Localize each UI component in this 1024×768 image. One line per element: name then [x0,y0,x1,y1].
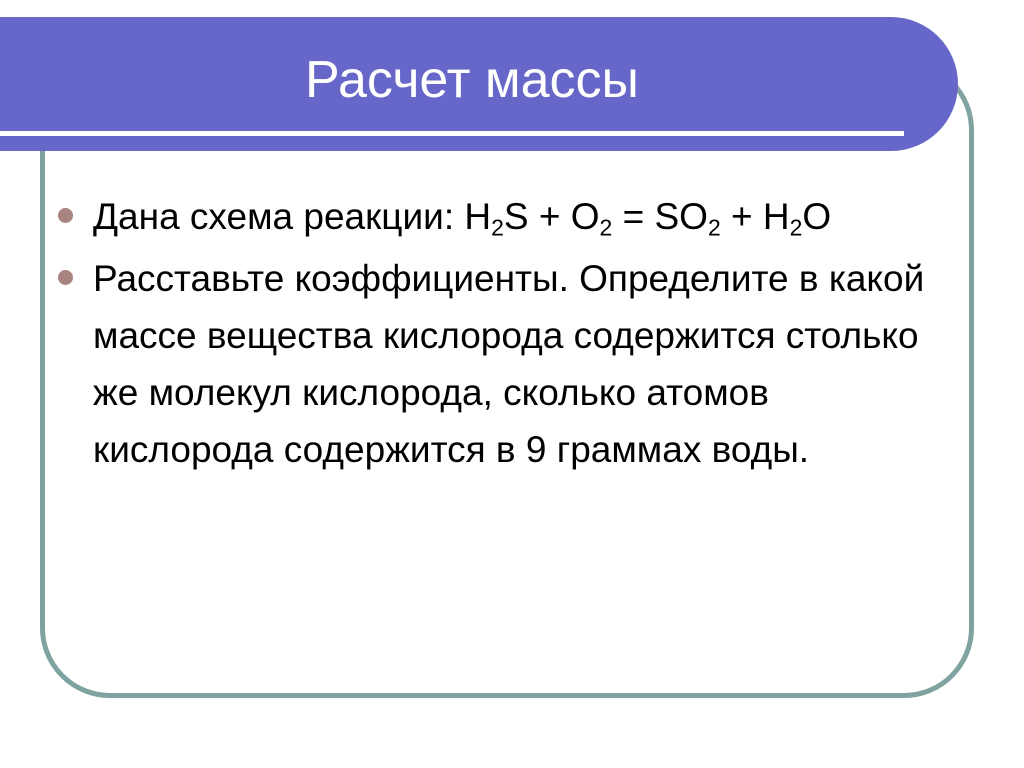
subscript: 2 [789,214,803,241]
slide-title: Расчет массы [305,51,639,109]
equation-part: O [802,196,832,237]
bullet-dot-icon [58,270,73,285]
subscript: 2 [599,214,613,241]
bullet-reaction-scheme [56,188,956,245]
subscript: 2 [491,214,504,241]
task-text: Расставьте коэффициенты. Определите в какой массе вещества кислорода содержится столько же молекул кислорода, сколько атомов кислорода содержится в 9 граммах воды. [93,258,925,470]
equation-part: S + O [503,196,600,237]
bullet-dot-icon [58,208,73,223]
equation-part: + H [720,196,790,237]
equation-part: H [464,196,492,237]
subscript: 2 [707,214,721,241]
bullet-list [56,188,956,483]
title-underline [0,131,904,136]
bullet-task [56,250,956,478]
reaction-prefix: Дана схема реакции: [93,196,465,237]
equation-part: = SO [612,196,708,237]
